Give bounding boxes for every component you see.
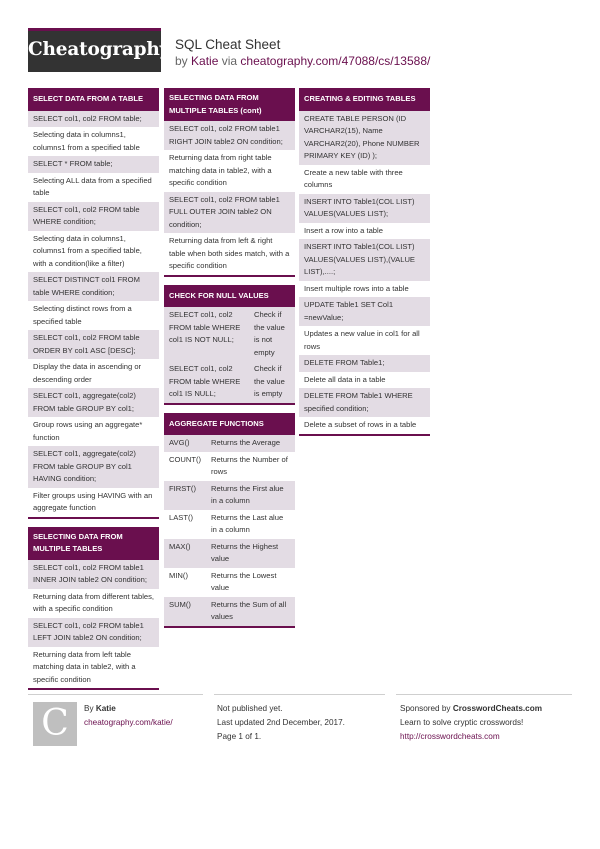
footer-author-link[interactable]: cheatography.com/katie/ bbox=[84, 718, 173, 727]
description-row: Display the data in ascending or descending order bbox=[28, 359, 159, 388]
document-title: SQL Cheat Sheet bbox=[175, 37, 281, 52]
table-row bbox=[164, 361, 295, 403]
description-row: Selecting data in columns1, columns1 from a specified table bbox=[28, 127, 159, 156]
description-row: Selecting ALL data from a specified table bbox=[28, 173, 159, 202]
section-selecting-data-from-multiple-tables bbox=[28, 527, 159, 691]
section-check-for-null-values bbox=[164, 285, 295, 405]
sponsor-url-link[interactable]: http://crosswordcheats.com bbox=[400, 732, 500, 741]
description-row: Delete all data in a table bbox=[299, 372, 430, 389]
section-selecting-data-from-multiple-tables-cont bbox=[164, 88, 295, 277]
footer-publish-block bbox=[217, 702, 345, 744]
sponsor-tagline: Learn to solve cryptic crosswords! bbox=[400, 718, 524, 727]
footer-author-block bbox=[84, 702, 173, 730]
code-cell: SELECT col1, col2 FROM table WHERE col1 IS NOT NULL; bbox=[169, 310, 241, 344]
document-byline bbox=[175, 54, 430, 68]
footer-divider bbox=[396, 694, 572, 695]
function-cell: MAX() bbox=[169, 541, 191, 551]
description-cell: Returns the Sum of all values bbox=[211, 599, 287, 621]
function-cell: FIRST() bbox=[169, 483, 196, 493]
section-heading: CREATING & EDITING TABLES bbox=[299, 88, 430, 111]
sponsor-line bbox=[400, 702, 542, 716]
column-1 bbox=[28, 88, 159, 698]
function-cell: COUNT() bbox=[169, 454, 202, 464]
description-row: Returning data from different tables, with a specific condition bbox=[28, 589, 159, 618]
description-row: Returning data from left table matching data in table2, with a specific condition bbox=[28, 647, 159, 689]
footer-divider bbox=[28, 694, 203, 695]
table-row bbox=[164, 539, 295, 568]
code-row: SELECT col1, col2 FROM table1 LEFT JOIN table2 ON condition; bbox=[28, 618, 159, 647]
section-creating-and-editing-tables bbox=[299, 88, 430, 436]
code-row: SELECT col1, col2 FROM table; bbox=[28, 111, 159, 128]
footer-by-label: By bbox=[84, 704, 94, 713]
last-updated: Last updated 2nd December, 2017. bbox=[217, 718, 345, 727]
column-2 bbox=[164, 88, 295, 636]
footer-author-name[interactable]: Katie bbox=[95, 704, 116, 713]
code-row: SELECT col1, col2 FROM table1 FULL OUTER JOIN table2 ON condition; bbox=[164, 192, 295, 234]
code-row: SELECT DISTINCT col1 FROM table WHERE condition; bbox=[28, 272, 159, 301]
code-row: DELETE FROM Table1; bbox=[299, 355, 430, 372]
table-row bbox=[164, 597, 295, 626]
section-heading: SELECT DATA FROM A TABLE bbox=[28, 88, 159, 111]
description-row: Returning data from left & right table when both sides match, with a specific condition bbox=[164, 233, 295, 275]
section-select-data-from-a-table bbox=[28, 88, 159, 519]
table-row bbox=[164, 481, 295, 510]
code-row: INSERT INTO Table1(COL LIST) VALUES(VALUES LIST); bbox=[299, 194, 430, 223]
description-cell: Returns the Number of rows bbox=[211, 454, 288, 476]
code-row: SELECT col1, col2 FROM table WHERE condition; bbox=[28, 202, 159, 231]
code-row: SELECT col1, aggregate(col2) FROM table GROUP BY col1; bbox=[28, 388, 159, 417]
sponsor-prefix: Sponsored by bbox=[400, 704, 451, 713]
function-cell: AVG() bbox=[169, 438, 190, 447]
description-row: Selecting distinct rows from a specified table bbox=[28, 301, 159, 330]
code-row: INSERT INTO Table1(COL LIST) VALUES(VALUES LIST),(VALUE LIST),....; bbox=[299, 239, 430, 281]
description-row: Selecting data in columns1, columns1 from a specified table, with a condition(like a filter) bbox=[28, 231, 159, 273]
published-status: Not published yet. bbox=[217, 704, 283, 713]
description-row: Returning data from right table matching data in table2, with a specific condition bbox=[164, 150, 295, 192]
byline-by: by bbox=[175, 54, 188, 68]
description-cell: Returns the First alue in a column bbox=[211, 483, 284, 505]
code-row: SELECT col1, col2 FROM table1 INNER JOIN table2 ON condition; bbox=[28, 560, 159, 589]
function-cell: MIN() bbox=[169, 570, 188, 580]
code-row: SELECT col1, aggregate(col2) FROM table GROUP BY col1 HAVING condition; bbox=[28, 446, 159, 488]
description-cell: Returns the Last alue in a column bbox=[211, 512, 284, 534]
function-cell: LAST() bbox=[169, 512, 194, 522]
description-row: Insert multiple rows into a table bbox=[299, 281, 430, 298]
description-row: Filter groups using HAVING with an aggregate function bbox=[28, 488, 159, 517]
table-row bbox=[164, 435, 295, 452]
code-row: SELECT * FROM table; bbox=[28, 156, 159, 173]
section-aggregate-functions bbox=[164, 413, 295, 628]
description-row: Group rows using an aggregate* function bbox=[28, 417, 159, 446]
code-row: SELECT col1, col2 FROM table1 RIGHT JOIN table2 ON condition; bbox=[164, 121, 295, 150]
page-footer bbox=[28, 694, 572, 754]
table-row bbox=[164, 510, 295, 539]
section-heading: SELECTING DATA FROM MULTIPLE TABLES (cont) bbox=[164, 88, 295, 121]
byline-url-link[interactable]: cheatography.com/47088/cs/13588/ bbox=[240, 54, 431, 68]
code-row: CREATE TABLE PERSON (ID VARCHAR2(15), Name VARCHAR2(20), Phone NUMBER PRIMARY KEY (ID) ); bbox=[299, 111, 430, 165]
footer-divider bbox=[214, 694, 385, 695]
description-row: Create a new table with three columns bbox=[299, 165, 430, 194]
description-cell: Check if the value is not empty bbox=[254, 310, 285, 357]
column-3 bbox=[299, 88, 430, 444]
function-cell: SUM() bbox=[169, 599, 191, 609]
description-cell: Returns the Average bbox=[211, 438, 281, 447]
section-heading: CHECK FOR NULL VALUES bbox=[164, 285, 295, 308]
sponsor-name-link[interactable]: CrosswordCheats.com bbox=[452, 704, 542, 713]
description-cell: Returns the Lowest value bbox=[211, 570, 277, 592]
table-row bbox=[164, 568, 295, 597]
footer-by-line bbox=[84, 702, 173, 716]
cheatography-logo[interactable]: Cheatography bbox=[28, 28, 161, 72]
description-cell: Returns the Highest value bbox=[211, 541, 279, 563]
description-row: Updates a new value in col1 for all rows bbox=[299, 326, 430, 355]
byline-via: via bbox=[221, 54, 238, 68]
description-row: Insert a row into a table bbox=[299, 223, 430, 240]
description-row: Delete a subset of rows in a table bbox=[299, 417, 430, 434]
section-heading: AGGREGATE FUNCTIONS bbox=[164, 413, 295, 436]
section-heading: SELECTING DATA FROM MULTIPLE TABLES bbox=[28, 527, 159, 560]
page-number: Page 1 of 1. bbox=[217, 732, 262, 741]
table-row bbox=[164, 307, 295, 361]
code-cell: SELECT col1, col2 FROM table WHERE col1 IS NULL; bbox=[169, 364, 241, 398]
code-row: SELECT col1, col2 FROM table ORDER BY col1 ASC [DESC]; bbox=[28, 330, 159, 359]
byline-author-link[interactable]: Katie bbox=[191, 54, 219, 68]
author-avatar[interactable]: C bbox=[33, 702, 77, 746]
code-row: UPDATE Table1 SET Col1 =newValue; bbox=[299, 297, 430, 326]
code-row: DELETE FROM Table1 WHERE specified condition; bbox=[299, 388, 430, 417]
table-row bbox=[164, 452, 295, 481]
footer-sponsor-block bbox=[400, 702, 542, 744]
description-cell: Check if the value is empty bbox=[254, 364, 285, 398]
